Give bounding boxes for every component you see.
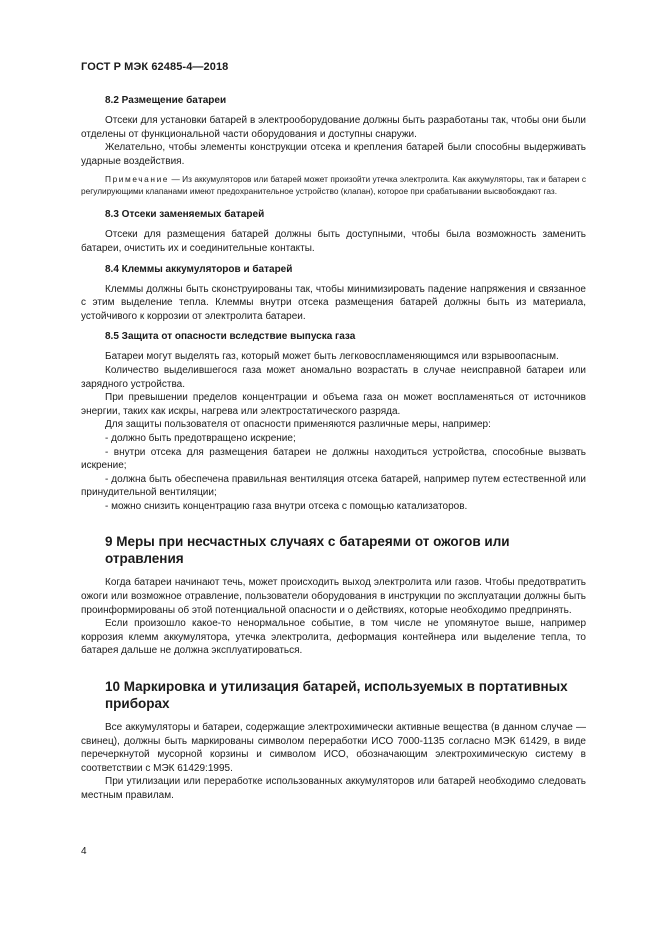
note xyxy=(81,173,586,197)
note-text: — Из аккумуляторов или батарей может произойти утечка электролита. Как аккумуляторы, так и батареи с регулирующими клапанами имеют предохранительное устройство (клапан), которое при срабатывании высвобождают газ. xyxy=(81,174,586,197)
paragraph: Желательно, чтобы элементы конструкции отсека и крепления батарей были способны выдерживать ударные воздействия. xyxy=(81,142,586,167)
note-label: Примечание xyxy=(105,174,170,185)
list-item: - можно снизить концентрацию газа внутри отсека с помощью катализаторов. xyxy=(105,500,468,512)
paragraph: Батареи могут выделять газ, который может быть легковоспламеняющимся или взрывоопасным. xyxy=(105,351,559,363)
page-number: 4 xyxy=(81,846,87,857)
paragraph: Клеммы должны быть сконструированы так, чтобы минимизировать падение напряжения и связанное с этим выделение тепла. Клеммы внутри отсека размещения батарей должны быть из материала, устойчивого к коррозии от электролита батареи. xyxy=(81,283,586,322)
section-heading-10: 10 Маркировка и утилизация батарей, используемых в портативных приборах xyxy=(105,679,568,712)
document-header: ГОСТ Р МЭК 62485-4—2018 xyxy=(81,61,229,73)
section-heading-9: 9 Меры при несчастных случаях с батареями от ожогов или отравления xyxy=(105,534,510,567)
paragraph: При утилизации или переработке использованных аккумуляторов или батарей необходимо следовать местным правилам. xyxy=(81,776,586,801)
paragraph: Все аккумуляторы и батареи, содержащие электрохимически активные вещества (в данном случае — свинец), должны быть маркированы символом переработки ИСО 7000-1135 согласно МЭК 61429, в виде перечеркнутой мусорной корзины и символом ИСО, обозначающим электрохимическую систему в соответствии с МЭК 61429:1995. xyxy=(81,722,586,774)
section-heading-8-2: 8.2 Размещение батареи xyxy=(105,95,227,106)
document-body xyxy=(81,94,586,803)
list-item: - должна быть обеспечена правильная вентиляция отсека батарей, например путем естественной или принудительной вентиляции; xyxy=(81,473,586,499)
paragraph: Количество выделившегося газа может аномально возрастать в случае неисправной батареи или зарядного устройства. xyxy=(81,364,586,390)
paragraph: Отсеки для размещения батарей должны быть доступными, чтобы была возможность заменить батареи, очистить их и соединительные контакты. xyxy=(81,229,586,254)
paragraph: Когда батареи начинают течь, может происходить выход электролита или газов. Чтобы предотвратить ожоги или возможное отравление, пользователи оборудования в инструкции по эксплуатации должны быть проинформированы об этой потенциальной опасности и о действиях, которые необходимо предпринять. xyxy=(81,577,586,616)
paragraph: При превышении пределов концентрации и объема газа он может воспламеняться от источников энергии, таких как искры, нагрева или электростатического разряда. xyxy=(81,392,586,417)
paragraph: Если произошло какое-то ненормальное событие, в том числе не упомянутое выше, например коррозия клемм аккумулятора, утечка электролита, деформация контейнера или выделение тепла, то батарея дальше не должна эксплуатироваться. xyxy=(81,618,586,657)
section-heading-8-5: 8.5 Защита от опасности вследствие выпуска газа xyxy=(105,331,356,343)
section-heading-8-4: 8.4 Клеммы аккумуляторов и батарей xyxy=(105,263,293,275)
paragraph: Отсеки для установки батарей в электрооборудование должны быть разработаны так, чтобы они были отделены от функциональной части оборудования и доступны снаружи. xyxy=(81,115,586,140)
section-heading-8-3: 8.3 Отсеки заменяемых батарей xyxy=(105,209,265,221)
list-item: - внутри отсека для размещения батареи не должны находиться устройства, способные вызвать искрение; xyxy=(81,446,586,472)
paragraph: Для защиты пользователя от опасности применяются различные меры, например: xyxy=(105,419,491,431)
list-item: - должно быть предотвращено искрение; xyxy=(105,432,296,444)
